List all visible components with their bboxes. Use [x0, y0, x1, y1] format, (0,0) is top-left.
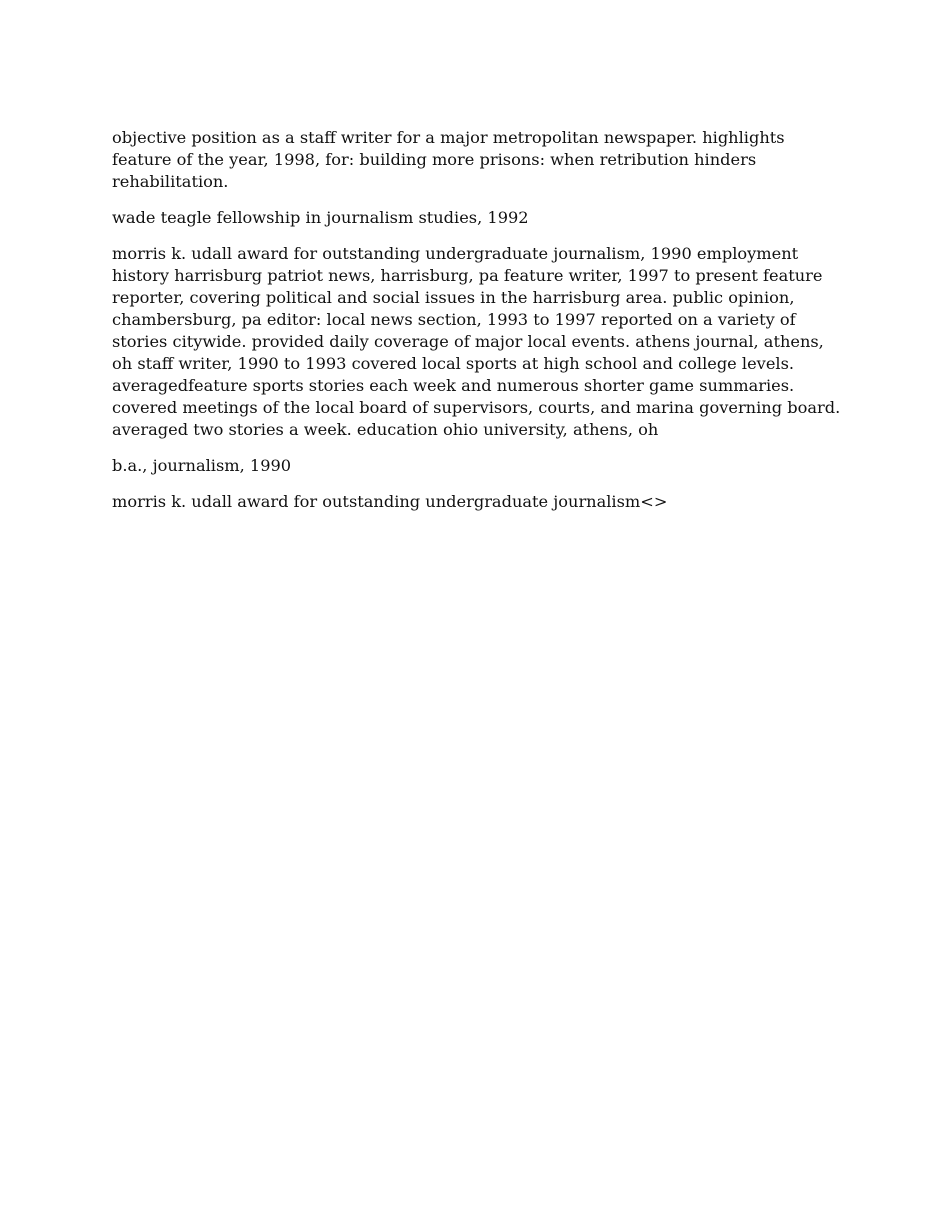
paragraph-degree: b.a., journalism, 1990	[112, 456, 292, 475]
paragraph-fellowship: wade teagle fellowship in journalism studies, 1992	[112, 208, 529, 227]
paragraph-award: morris k. udall award for outstanding undergraduate journalism<>	[112, 492, 668, 511]
paragraph-objective: objective position as a staff writer for a major metropolitan newspaper. highlights feature of the year, 1998, for: building more prisons: when retribution hinders rehabilitation.	[112, 128, 785, 191]
document-body	[112, 127, 842, 527]
paragraph-employment-history: morris k. udall award for outstanding undergraduate journalism, 1990 employment history harrisburg patriot news, harrisburg, pa feature writer, 1997 to present feature reporter, covering political and social issues in the harrisburg area. public opinion, chambersburg, pa editor: local news section, 1993 to 1997 reported on a variety of stories citywide. provided daily coverage of major local events. athens journal, athens, oh staff writer, 1990 to 1993 covered local sports at high school and college levels. averagedfeature sports stories each week and numerous shorter game summaries. covered meetings of the local board of supervisors, courts, and marina governing board. averaged two stories a week. education ohio university, athens, oh	[112, 244, 841, 439]
